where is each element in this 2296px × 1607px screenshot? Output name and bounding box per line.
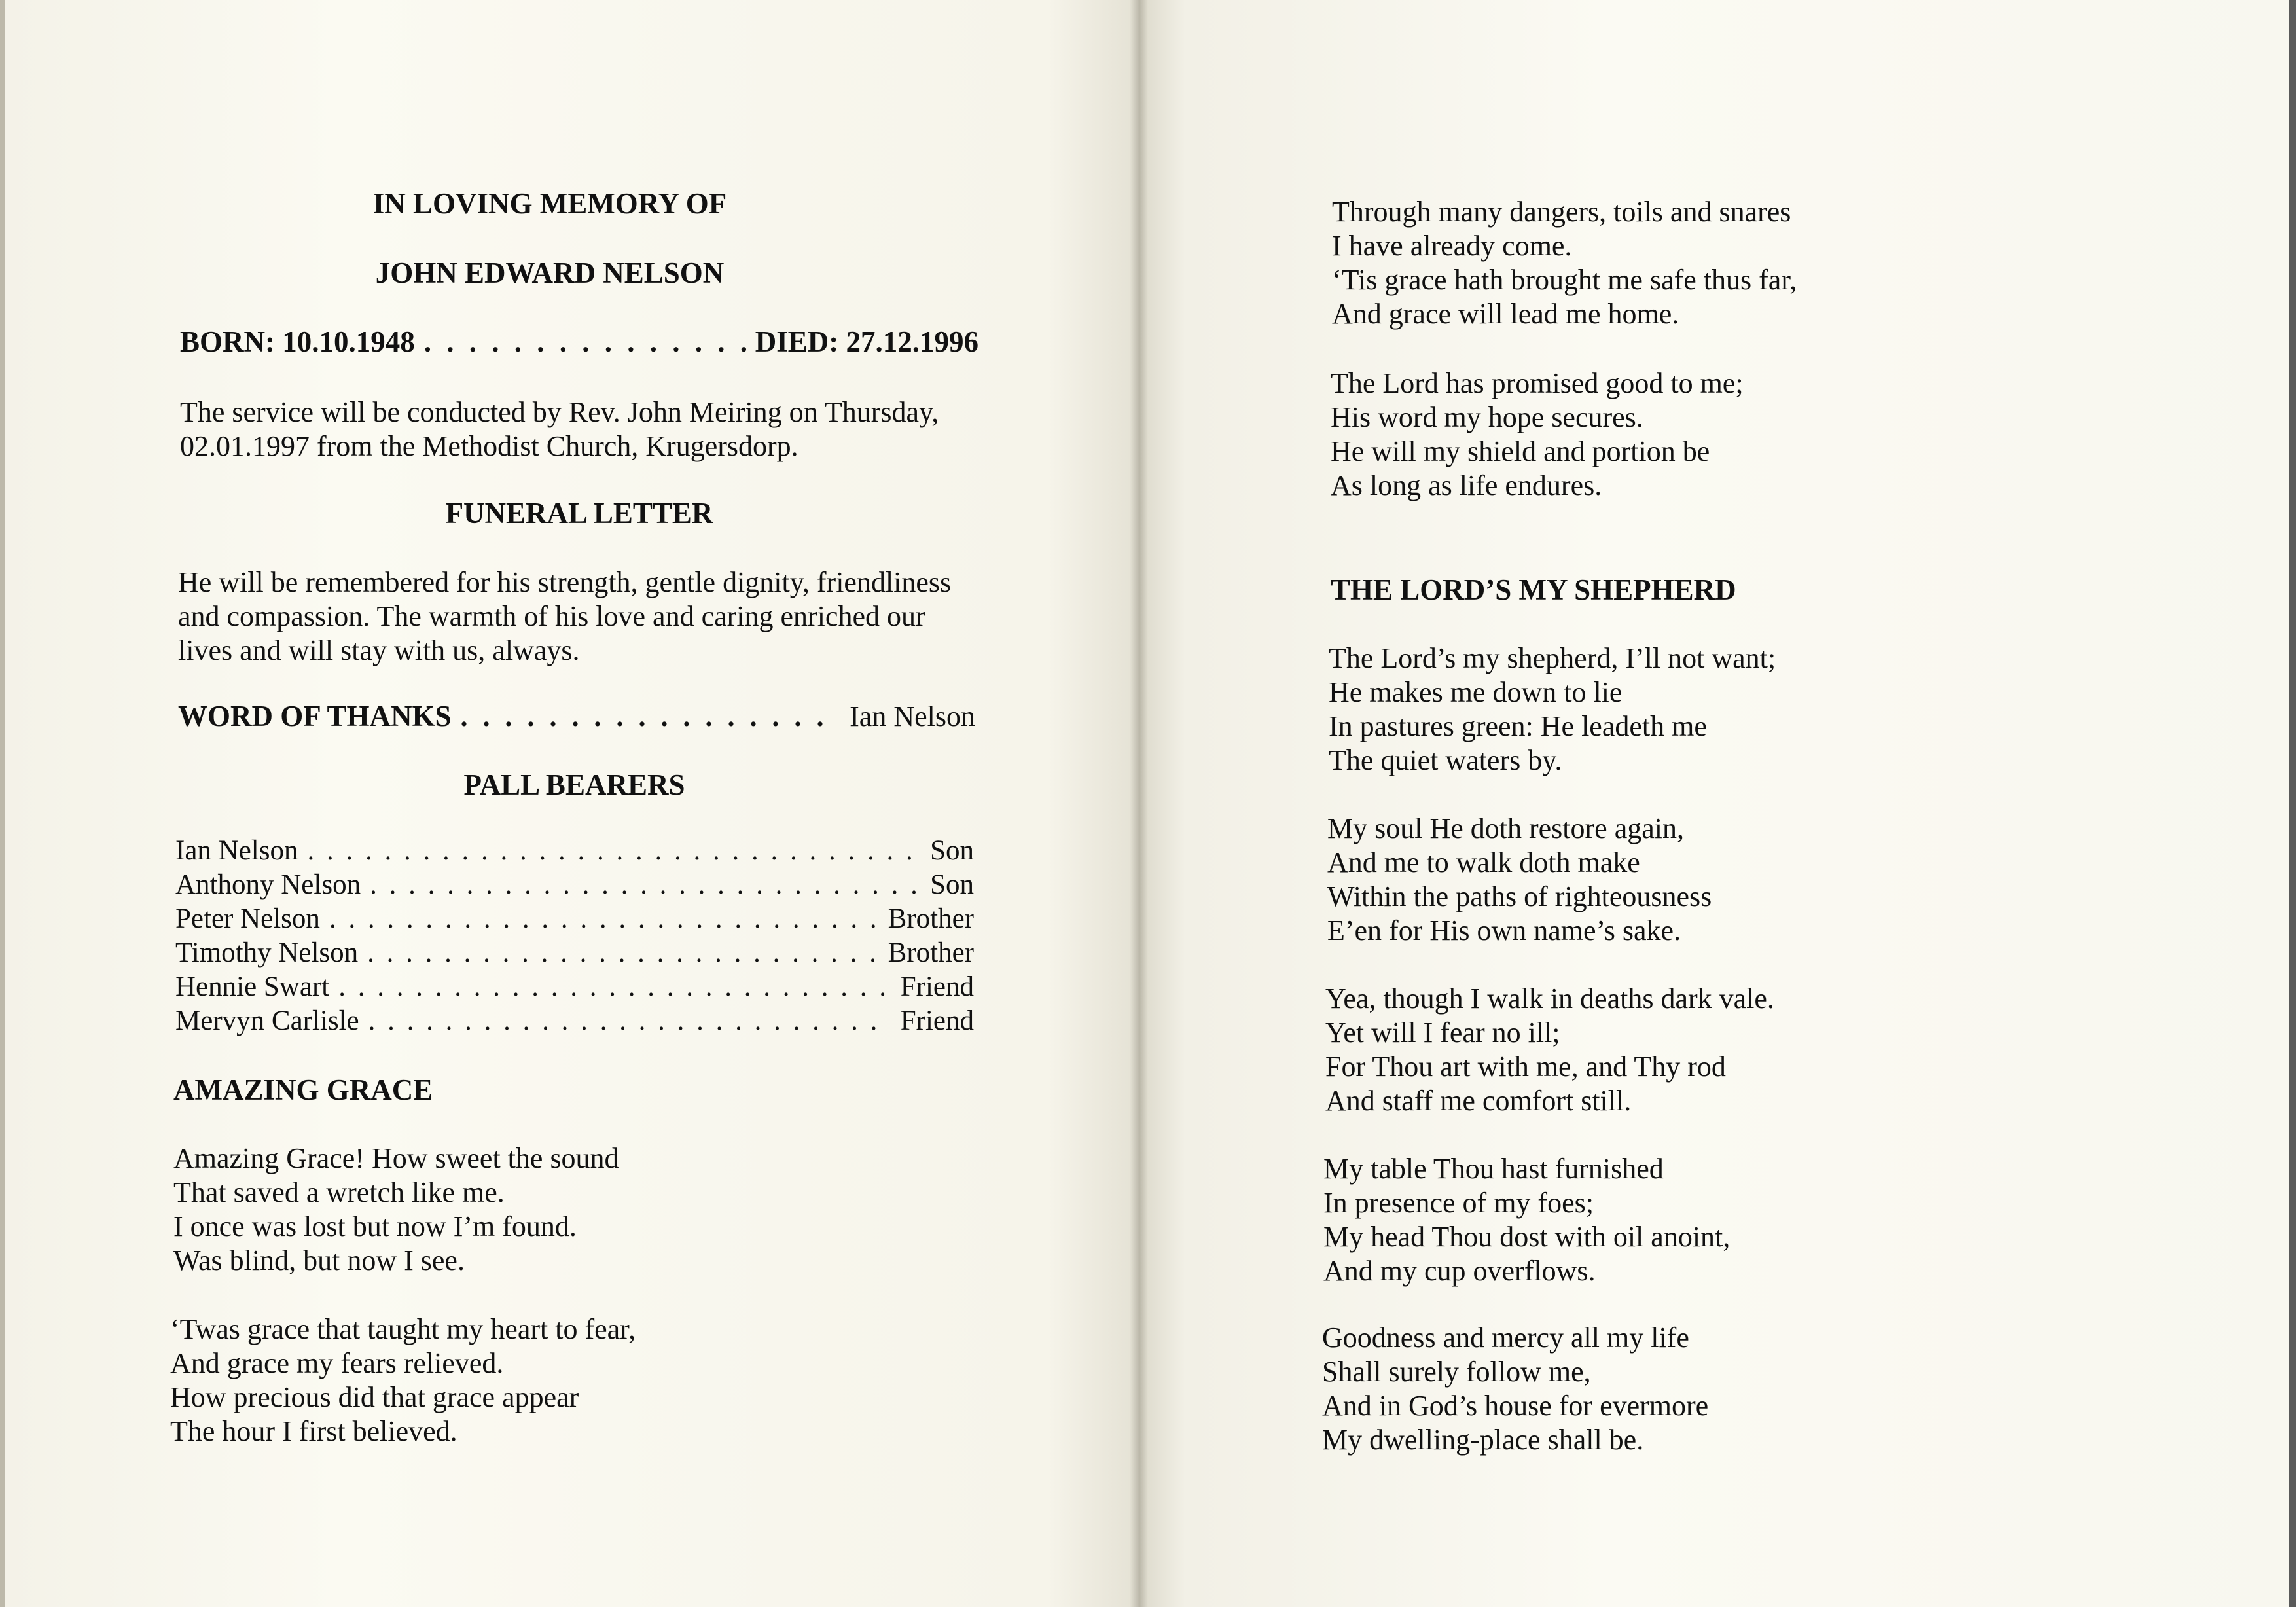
hymn-line: Goodness and mercy all my life <box>1322 1322 1689 1354</box>
hymn-line: The hour I first believed. <box>170 1415 457 1447</box>
hymn-line: I once was lost but now I’m found. <box>173 1210 577 1242</box>
amazing-grace-heading: AMAZING GRACE <box>173 1074 433 1106</box>
born-date: BORN: 10.10.1948 <box>180 325 415 358</box>
hymn-line: Was blind, but now I see. <box>173 1244 465 1276</box>
hymn-line: Amazing Grace! How sweet the sound <box>173 1142 619 1174</box>
hymn-line: And grace my fears relieved. <box>170 1347 504 1379</box>
dot-leader <box>424 324 746 359</box>
dot-leader <box>368 1004 891 1038</box>
hymn-line: For Thou art with me, and Thy rod <box>1325 1051 1726 1083</box>
hymn-line: The Lord has promised good to me; <box>1331 367 1744 399</box>
hymn-line: E’en for His own name’s sake. <box>1327 914 1681 947</box>
hymn-stanza <box>1323 1152 1730 1288</box>
dot-leader <box>461 700 841 734</box>
hymn-line: And grace will lead me home. <box>1332 298 1679 330</box>
hymn-stanza <box>173 1142 619 1278</box>
hymn-line: Shall surely follow me, <box>1322 1356 1591 1388</box>
bearer-relation: Brother <box>888 937 974 968</box>
hymn-line: The quiet waters by. <box>1329 744 1562 776</box>
bearer-name: Anthony Nelson <box>175 869 361 900</box>
list-item <box>175 1004 974 1038</box>
hymn-line: In pastures green: He leadeth me <box>1329 710 1707 742</box>
funeral-letter-heading: FUNERAL LETTER <box>445 497 713 530</box>
list-item <box>175 936 974 970</box>
hymn-stanza <box>1331 367 1744 503</box>
pall-bearers-heading: PALL BEARERS <box>463 768 685 801</box>
funeral-letter-text <box>178 566 983 668</box>
dot-leader <box>370 868 921 902</box>
bearer-relation: Friend <box>900 1005 974 1036</box>
dot-leader <box>329 902 879 936</box>
hymn-line: In presence of my foes; <box>1323 1187 1594 1219</box>
hymn-line: Yet will I fear no ill; <box>1325 1017 1560 1049</box>
lords-my-shepherd-heading: THE LORD’S MY SHEPHERD <box>1331 573 1736 606</box>
hymn-line: As long as life endures. <box>1331 469 1602 501</box>
hymn-line: How precious did that grace appear <box>170 1381 579 1413</box>
service-line: The service will be conducted by Rev. John Meiring on Thursday, <box>180 396 939 428</box>
dates-row <box>180 324 978 359</box>
hymn-line: My head Thou dost with oil anoint, <box>1323 1221 1731 1253</box>
hymn-line: Through many dangers, toils and snares <box>1332 196 1791 228</box>
hymn-stanza <box>1329 641 1776 778</box>
hymn-line: And staff me comfort still. <box>1325 1085 1632 1117</box>
deceased-name: JOHN EDWARD NELSON <box>375 257 725 289</box>
word-of-thanks-label: WORD OF THANKS <box>178 700 452 732</box>
hymn-line: And in God’s house for evermore <box>1322 1390 1709 1422</box>
hymn-line: He makes me down to lie <box>1329 676 1623 708</box>
hymn-line: And me to walk doth make <box>1327 846 1640 878</box>
scan-edge-right <box>2289 0 2296 1607</box>
hymn-stanza <box>1332 195 1797 331</box>
dot-leader <box>307 834 921 868</box>
pall-bearers-list <box>175 834 974 1038</box>
bearer-relation: Brother <box>888 903 974 934</box>
hymn-line: The Lord’s my shepherd, I’ll not want; <box>1329 642 1776 674</box>
funeral-letter-line: and compassion. The warmth of his love and caring enriched our <box>178 600 925 632</box>
hymn-stanza <box>170 1312 636 1449</box>
list-item <box>175 970 974 1004</box>
hymn-line: He will my shield and portion be <box>1331 435 1710 467</box>
word-of-thanks-name: Ian Nelson <box>850 700 975 732</box>
bearer-name: Timothy Nelson <box>175 937 359 968</box>
dot-leader <box>338 970 891 1004</box>
hymn-line: My table Thou hast furnished <box>1323 1153 1664 1185</box>
hymn-line: That saved a wretch like me. <box>173 1176 505 1208</box>
funeral-letter-line: lives and will stay with us, always. <box>178 634 580 666</box>
service-details <box>180 395 985 463</box>
bearer-relation: Son <box>930 869 974 900</box>
hymn-line: My dwelling-place shall be. <box>1322 1424 1644 1456</box>
hymn-line: Within the paths of righteousness <box>1327 880 1712 912</box>
list-item <box>175 868 974 902</box>
service-line: 02.01.1997 from the Methodist Church, Krugersdorp. <box>180 430 798 462</box>
scan-edge-left <box>0 0 5 1607</box>
memorial-title: IN LOVING MEMORY OF <box>372 187 727 220</box>
bearer-relation: Son <box>930 835 974 866</box>
hymn-line: Yea, though I walk in deaths dark vale. <box>1325 983 1774 1015</box>
bearer-name: Mervyn Carlisle <box>175 1005 359 1036</box>
bearer-name: Ian Nelson <box>175 835 298 866</box>
list-item <box>175 902 974 936</box>
hymn-line: I have already come. <box>1332 230 1572 262</box>
hymn-stanza <box>1325 982 1774 1118</box>
hymn-stanza <box>1322 1321 1708 1457</box>
died-date: DIED: 27.12.1996 <box>755 325 978 358</box>
hymn-line: And my cup overflows. <box>1323 1255 1596 1287</box>
bearer-name: Peter Nelson <box>175 903 320 934</box>
bearer-relation: Friend <box>900 971 974 1002</box>
hymn-line: ‘Tis grace hath brought me safe thus far, <box>1332 264 1797 296</box>
page-fold <box>1130 0 1148 1607</box>
bearer-name: Hennie Swart <box>175 971 330 1002</box>
funeral-letter-line: He will be remembered for his strength, gentle dignity, friendliness <box>178 566 952 598</box>
hymn-line: My soul He doth restore again, <box>1327 812 1684 844</box>
dot-leader <box>367 936 878 970</box>
hymn-stanza <box>1327 812 1712 948</box>
hymn-line: His word my hope secures. <box>1331 401 1643 433</box>
list-item <box>175 834 974 868</box>
hymn-line: ‘Twas grace that taught my heart to fear, <box>170 1313 636 1345</box>
word-of-thanks-row <box>178 698 975 734</box>
